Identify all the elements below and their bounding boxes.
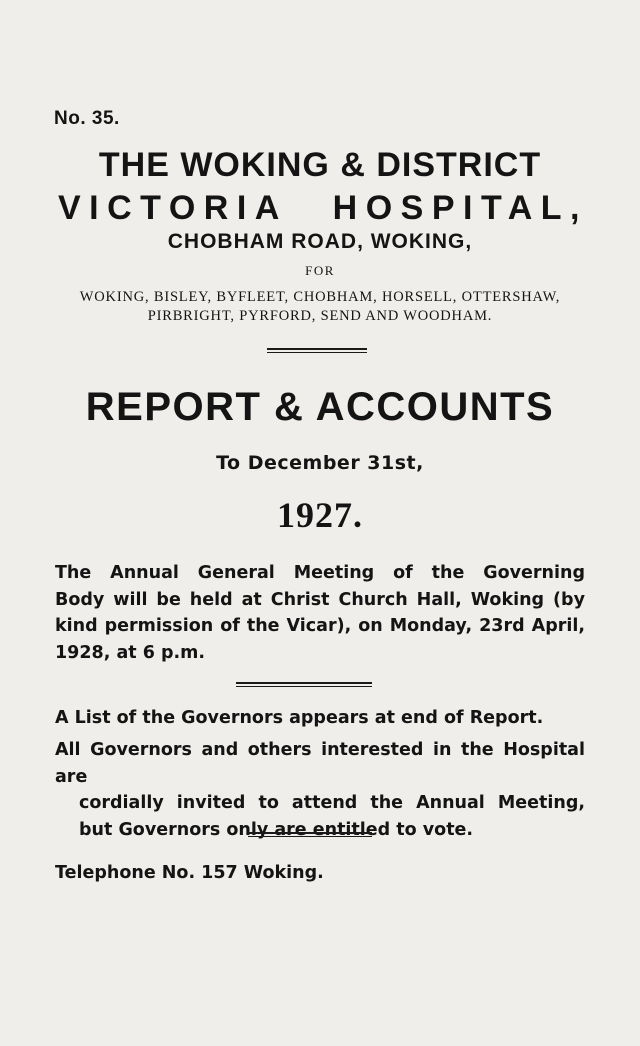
title-line-1: THE WOKING & DISTRICT bbox=[98, 146, 542, 184]
title-word-victoria: VICTORIA bbox=[58, 189, 288, 227]
meeting-notice-line: kind permission of the Vicar), on Monday, 23rd April, bbox=[55, 616, 585, 636]
title-word-hospital: HOSPITAL, bbox=[332, 189, 588, 227]
invitation-notice bbox=[55, 737, 585, 843]
meeting-notice-line: Body will be held at Christ Church Hall, Woking (by bbox=[55, 589, 585, 610]
telephone-number: Telephone No. 157 Woking. bbox=[55, 863, 324, 883]
report-year: 1927. bbox=[277, 495, 363, 535]
report-date: To December 31st, bbox=[216, 452, 424, 474]
governors-list-note: A List of the Governors appears at end of Report. bbox=[55, 708, 544, 728]
invitation-line: but Governors only are entitled to vote. bbox=[79, 819, 474, 840]
for-label: FOR bbox=[305, 263, 335, 278]
report-heading: REPORT & ACCOUNTS bbox=[85, 385, 555, 429]
invitation-line: All Governors and others interested in the Hospital are bbox=[55, 740, 585, 787]
title-line-2 bbox=[58, 189, 588, 228]
meeting-notice-line: The Annual General Meeting of the Governing bbox=[55, 563, 585, 583]
divider-rule bbox=[248, 832, 372, 837]
meeting-notice bbox=[55, 560, 585, 666]
divider-rule bbox=[267, 348, 367, 353]
district-list-line-1: WOKING, BISLEY, BYFLEET, CHOBHAM, HORSELL, OTTERSHAW, bbox=[79, 289, 561, 305]
meeting-notice-line: 1928, at 6 p.m. bbox=[55, 642, 206, 663]
hospital-address: CHOBHAM ROAD, WOKING, bbox=[167, 230, 473, 253]
district-list-line-2: PIRBRIGHT, PYRFORD, SEND AND WOODHAM. bbox=[147, 308, 493, 324]
invitation-line: cordially invited to attend the Annual Meeting, bbox=[79, 793, 585, 813]
document-number: No. 35. bbox=[54, 108, 120, 129]
divider-rule bbox=[236, 682, 372, 687]
